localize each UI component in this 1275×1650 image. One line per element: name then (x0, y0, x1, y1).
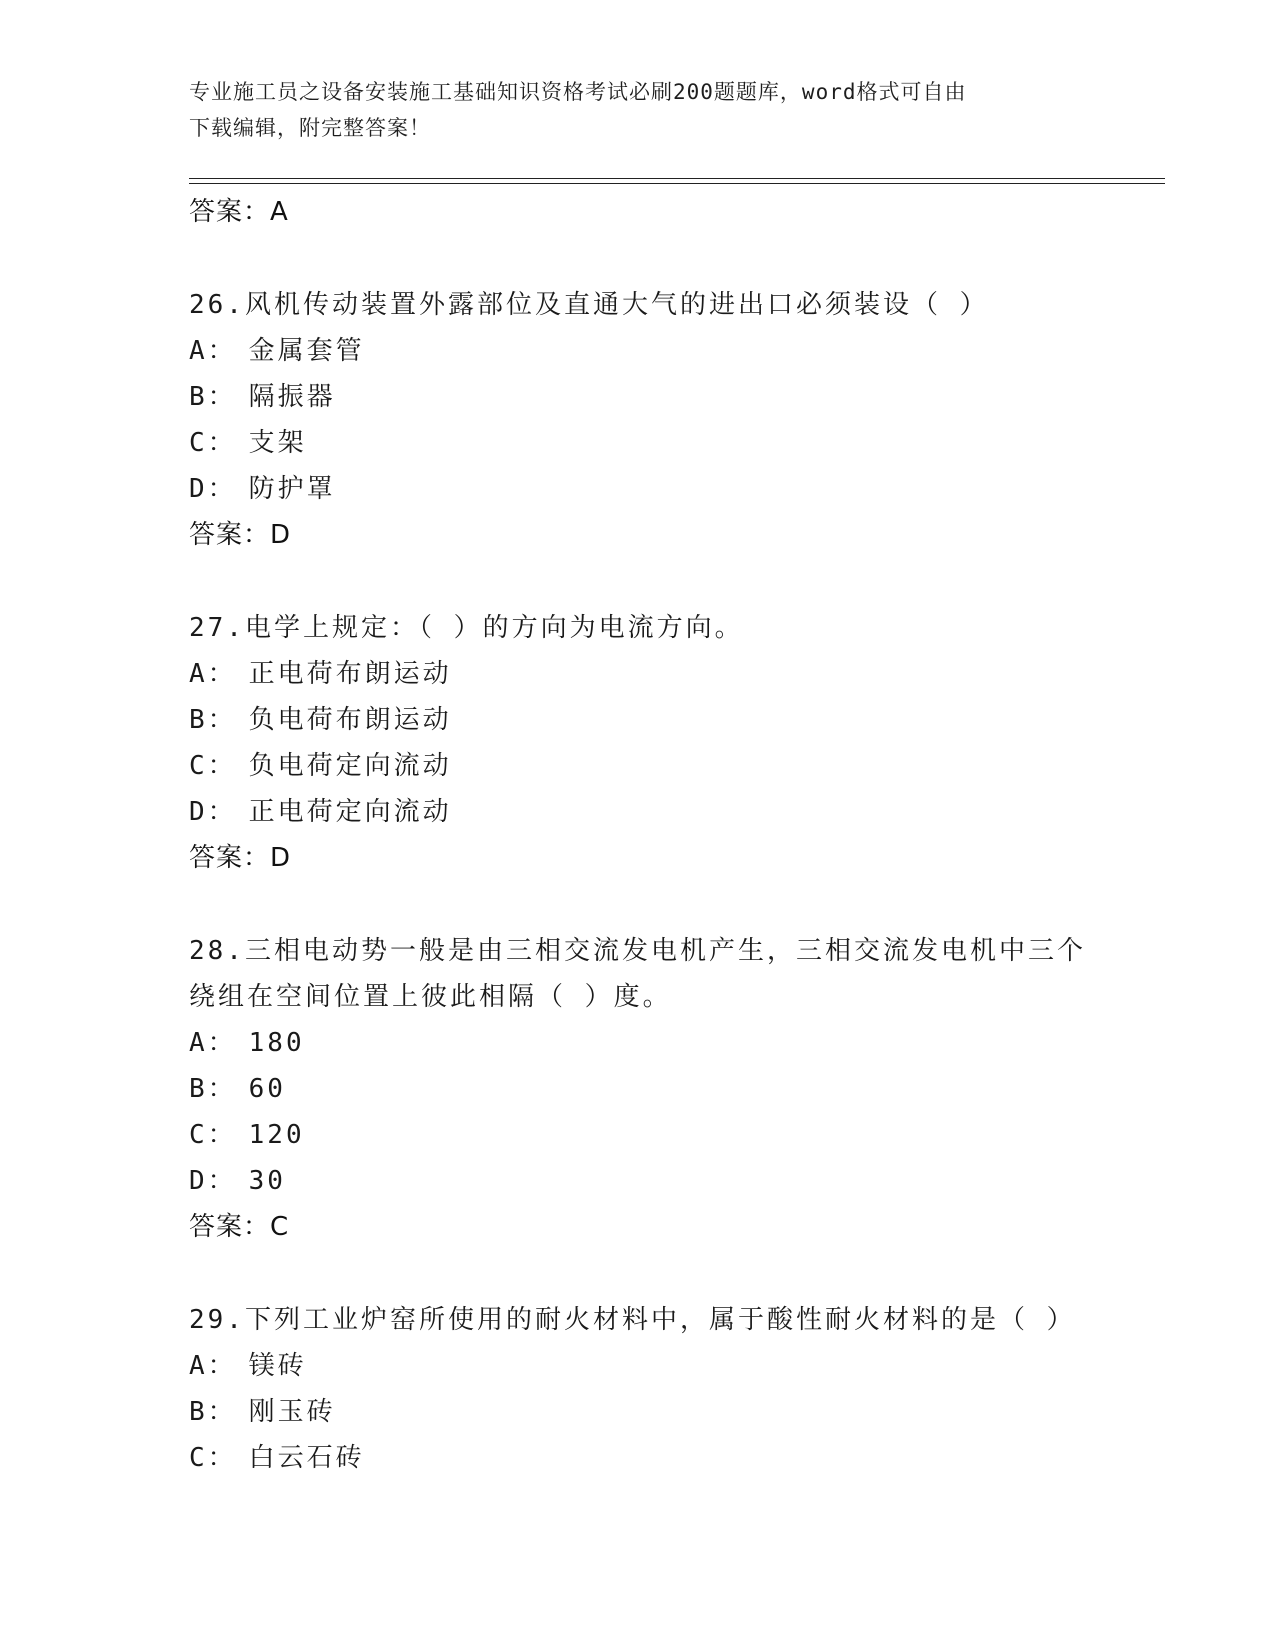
option-text: 正电荷布朗运动 (248, 659, 452, 689)
option-key: B： (189, 382, 237, 412)
option-key: D： (189, 797, 237, 827)
option-text: 金属套管 (248, 336, 365, 366)
header-divider-bottom (189, 183, 1165, 184)
option-text: 负电荷定向流动 (248, 751, 452, 781)
option-b (189, 374, 1089, 420)
option-key: A： (189, 1351, 237, 1381)
option-b (189, 1389, 1089, 1435)
option-key: C： (189, 751, 237, 781)
header-divider-top (189, 178, 1165, 179)
option-c (189, 1435, 1089, 1481)
option-c (189, 420, 1089, 466)
option-key: C： (189, 1443, 237, 1473)
option-a (189, 1343, 1089, 1389)
option-key: B： (189, 1397, 237, 1427)
question-stem: 29.下列工业炉窑所使用的耐火材料中，属于酸性耐火材料的是（ ） (189, 1305, 1076, 1335)
option-text: 防护罩 (248, 474, 336, 504)
option-text: 30 (248, 1166, 286, 1196)
option-key: A： (189, 1028, 237, 1058)
option-b (189, 697, 1089, 743)
option-c (189, 743, 1089, 789)
option-text: 60 (248, 1074, 286, 1104)
answer-line: 答案：D (189, 520, 292, 550)
option-text: 白云石砖 (248, 1443, 365, 1473)
option-key: D： (189, 1166, 237, 1196)
header-line-1: 专业施工员之设备安装施工基础知识资格考试必刷200题题库，word格式可自由 (189, 80, 967, 104)
question-stem-continued: 绕组在空间位置上彼此相隔（ ）度。 (189, 982, 672, 1012)
option-key: A： (189, 659, 237, 689)
document-header (189, 74, 1089, 146)
question-list (189, 189, 1089, 1481)
option-c (189, 1112, 1089, 1158)
option-text: 负电荷布朗运动 (248, 705, 452, 735)
answer-line: 答案：A (189, 197, 289, 227)
question-item (189, 605, 1089, 881)
header-line-2: 下载编辑，附完整答案！ (189, 116, 431, 140)
question-item (189, 282, 1089, 558)
option-key: C： (189, 428, 237, 458)
question-stem: 26.风机传动装置外露部位及直通大气的进出口必须装设（ ） (189, 290, 989, 320)
option-text: 120 (248, 1120, 305, 1150)
option-key: B： (189, 705, 237, 735)
option-a (189, 1020, 1089, 1066)
option-text: 180 (248, 1028, 305, 1058)
question-item (189, 928, 1089, 1250)
question-stem: 27.电学上规定：（ ）的方向为电流方向。 (189, 613, 744, 643)
answer-line: 答案：C (189, 1212, 290, 1242)
option-key: C： (189, 1120, 237, 1150)
option-a (189, 651, 1089, 697)
option-text: 刚玉砖 (248, 1397, 336, 1427)
option-key: D： (189, 474, 237, 504)
option-a (189, 328, 1089, 374)
option-key: A： (189, 336, 237, 366)
option-b (189, 1066, 1089, 1112)
question-stem: 28.三相电动势一般是由三相交流发电机产生，三相交流发电机中三个 (189, 936, 1086, 966)
answer-line: 答案：D (189, 843, 292, 873)
option-key: B： (189, 1074, 237, 1104)
question-item (189, 1297, 1089, 1481)
option-text: 隔振器 (248, 382, 336, 412)
option-text: 镁砖 (248, 1351, 307, 1381)
option-d (189, 466, 1089, 512)
option-text: 支架 (248, 428, 307, 458)
option-d (189, 1158, 1089, 1204)
option-d (189, 789, 1089, 835)
option-text: 正电荷定向流动 (248, 797, 452, 827)
